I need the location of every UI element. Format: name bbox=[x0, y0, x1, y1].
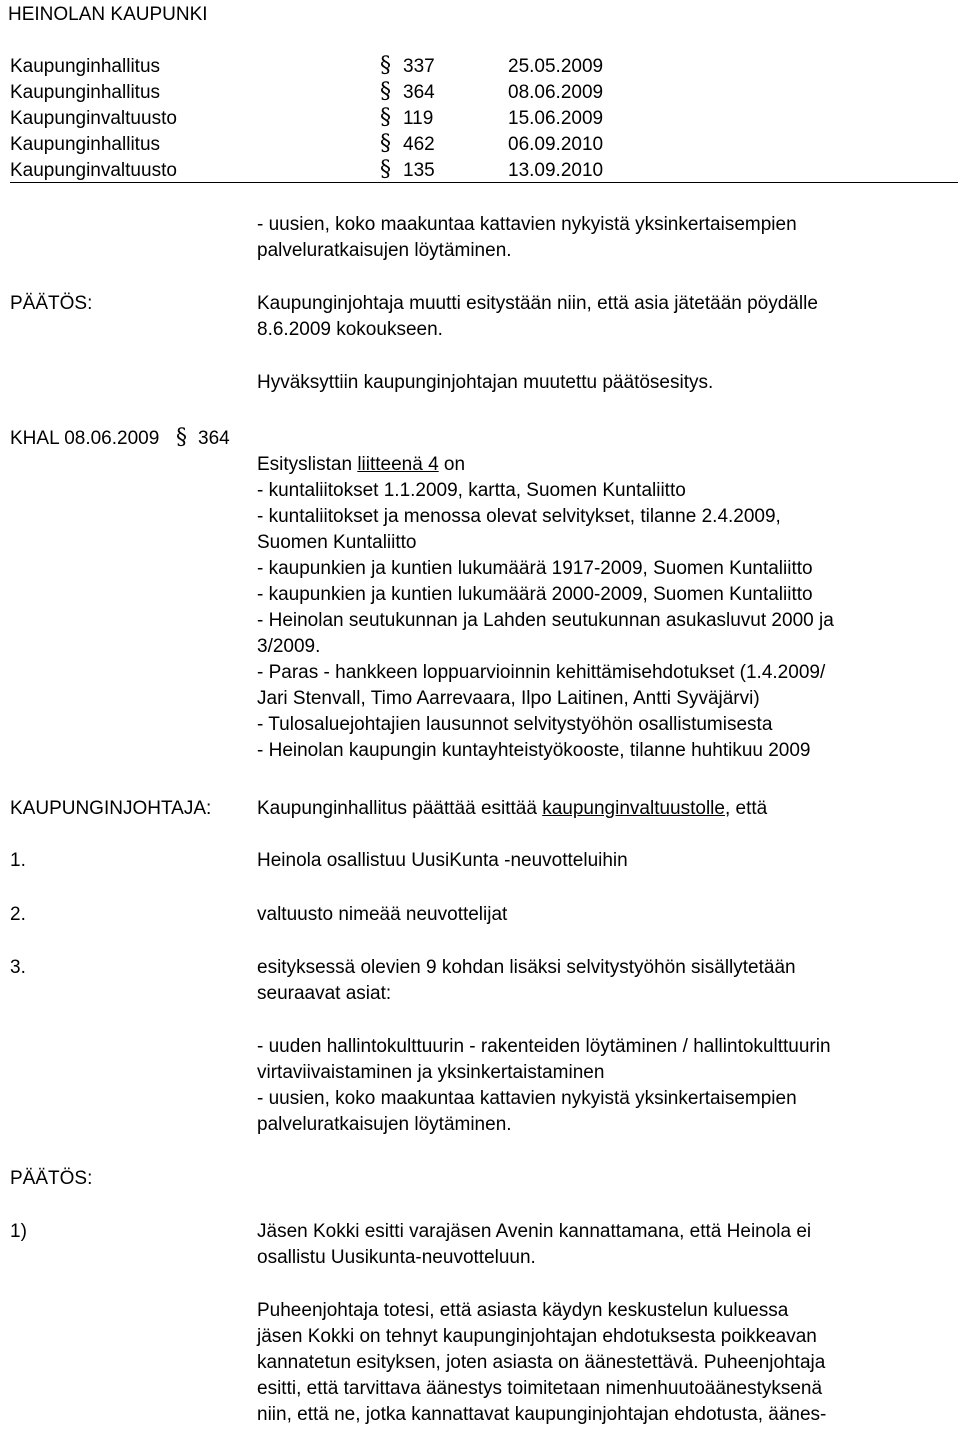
decision-label: PÄÄTÖS: bbox=[10, 293, 93, 314]
list-item: Jari Stenvall, Timo Aarrevaara, Ilpo Laitinen, Antti Syväjärvi) bbox=[257, 688, 760, 709]
chair-line: niin, että ne, jotka kannattavat kaupunginjohtajan ehdotusta, äänes- bbox=[257, 1404, 827, 1425]
extra-items bbox=[257, 1034, 831, 1138]
minutes-date: 15.06.2009 bbox=[508, 108, 604, 129]
list-item: - Tulosaluejohtajien lausunnot selvitystyöhön osallistumisesta bbox=[257, 714, 773, 735]
chair-line: esitti, että tarvittava äänestys toimitetaan nimenhuutoäänestyksenä bbox=[257, 1378, 823, 1399]
header-divider bbox=[10, 182, 958, 183]
section-sign: § bbox=[380, 105, 391, 130]
chair-paragraph bbox=[257, 1298, 826, 1428]
list-item: Suomen Kuntaliitto bbox=[257, 532, 417, 553]
attachments-intro bbox=[257, 452, 465, 478]
section-sign: § bbox=[176, 425, 187, 450]
minutes-body: Kaupunginvaltuusto bbox=[10, 160, 177, 181]
minutes-number: 135 bbox=[403, 160, 435, 181]
minutes-number: 364 bbox=[403, 82, 435, 103]
section-sign: § bbox=[380, 131, 391, 156]
proposal-prefix: Kaupunginhallitus päättää esittää bbox=[257, 798, 543, 819]
council-link[interactable]: kaupunginvaltuustolle bbox=[542, 798, 725, 819]
list-item: palveluratkaisujen löytäminen. bbox=[257, 1114, 512, 1135]
section-sign: § bbox=[380, 79, 391, 104]
decision-approved: Hyväksyttiin kaupunginjohtajan muutettu päätösesitys. bbox=[257, 372, 714, 393]
decision-paragraph bbox=[257, 291, 818, 343]
point-text: Heinola osallistuu UusiKunta -neuvotteluihin bbox=[257, 850, 628, 871]
list-item: - uuden hallintokulttuurin - rakenteiden löytäminen / hallintokulttuurin bbox=[257, 1036, 831, 1057]
point-text: valtuusto nimeää neuvottelijat bbox=[257, 904, 508, 925]
list-item: - kaupunkien ja kuntien lukumäärä 2000-2009, Suomen Kuntaliitto bbox=[257, 584, 813, 605]
section-sign: § bbox=[380, 53, 391, 78]
decision-line: Kaupunginjohtaja muutti esitystään niin, että asia jätetään pöydälle bbox=[257, 293, 818, 314]
point-number: 2. bbox=[10, 904, 26, 925]
chair-line: kannatetun esityksen, joten asiasta on äänestettävä. Puheenjohtaja bbox=[257, 1352, 826, 1373]
list-item: - uusien, koko maakuntaa kattavien nykyistä yksinkertaisempien bbox=[257, 1088, 797, 1109]
list-item: - Paras - hankkeen loppuarvioinnin kehittämisehdotukset (1.4.2009/ bbox=[257, 662, 826, 683]
list-item: - Heinolan seutukunnan ja Lahden seutukunnan asukasluvut 2000 ja bbox=[257, 610, 834, 631]
minutes-date: 13.09.2010 bbox=[508, 160, 604, 181]
decision-line: osallistu Uusikunta-neuvotteluun. bbox=[257, 1247, 536, 1268]
point-number: 3. bbox=[10, 957, 26, 978]
minutes-body: Kaupunginhallitus bbox=[10, 56, 161, 77]
list-item: 3/2009. bbox=[257, 636, 321, 657]
section-sign: § bbox=[380, 157, 391, 182]
list-item: - kuntaliitokset 1.1.2009, kartta, Suomen Kuntaliitto bbox=[257, 480, 686, 501]
proposal-text bbox=[257, 796, 767, 822]
minutes-body: Kaupunginhallitus bbox=[10, 134, 161, 155]
proposal-label: KAUPUNGINJOHTAJA: bbox=[10, 798, 212, 819]
minutes-number: 337 bbox=[403, 56, 435, 77]
proposal-suffix: , että bbox=[724, 798, 768, 819]
minutes-number: 462 bbox=[403, 134, 435, 155]
khal-label: KHAL 08.06.2009 bbox=[10, 428, 160, 449]
intro-paragraph bbox=[257, 212, 797, 264]
page-title: HEINOLAN KAUPUNKI bbox=[8, 4, 208, 25]
chair-line: jäsen Kokki on tehnyt kaupunginjohtajan ehdotuksesta poikkeavan bbox=[257, 1326, 817, 1347]
point-line: seuraavat asiat: bbox=[257, 983, 392, 1004]
minutes-date: 25.05.2009 bbox=[508, 56, 604, 77]
intro-line: palveluratkaisujen löytäminen. bbox=[257, 240, 512, 261]
intro-line: - uusien, koko maakuntaa kattavien nykyistä yksinkertaisempien bbox=[257, 214, 797, 235]
point-text bbox=[257, 955, 796, 1007]
minutes-body: Kaupunginhallitus bbox=[10, 82, 161, 103]
attachment-list bbox=[257, 478, 834, 764]
minutes-body: Kaupunginvaltuusto bbox=[10, 108, 177, 129]
khal-number: 364 bbox=[198, 428, 230, 449]
decision-label: PÄÄTÖS: bbox=[10, 1168, 93, 1189]
attachments-prefix: Esityslistan bbox=[257, 454, 358, 475]
point-number: 1. bbox=[10, 850, 26, 871]
decision-item-text bbox=[257, 1219, 811, 1271]
decision-line: Jäsen Kokki esitti varajäsen Avenin kannattamana, että Heinola ei bbox=[257, 1221, 812, 1242]
minutes-number: 119 bbox=[403, 108, 434, 129]
decision-item-number: 1) bbox=[10, 1221, 27, 1242]
minutes-date: 06.09.2010 bbox=[508, 134, 604, 155]
attachment-link[interactable]: liitteenä 4 bbox=[357, 454, 439, 475]
decision-line: 8.6.2009 kokoukseen. bbox=[257, 319, 443, 340]
point-line: esityksessä olevien 9 kohdan lisäksi selvitystyöhön sisällytetään bbox=[257, 957, 796, 978]
list-item: virtaviivaistaminen ja yksinkertaistaminen bbox=[257, 1062, 605, 1083]
attachments-suffix: on bbox=[438, 454, 466, 475]
minutes-date: 08.06.2009 bbox=[508, 82, 604, 103]
list-item: - kaupunkien ja kuntien lukumäärä 1917-2009, Suomen Kuntaliitto bbox=[257, 558, 813, 579]
list-item: - Heinolan kaupungin kuntayhteistyökooste, tilanne huhtikuu 2009 bbox=[257, 740, 811, 761]
list-item: - kuntaliitokset ja menossa olevat selvitykset, tilanne 2.4.2009, bbox=[257, 506, 781, 527]
chair-line: Puheenjohtaja totesi, että asiasta käydyn keskustelun kuluessa bbox=[257, 1300, 789, 1321]
